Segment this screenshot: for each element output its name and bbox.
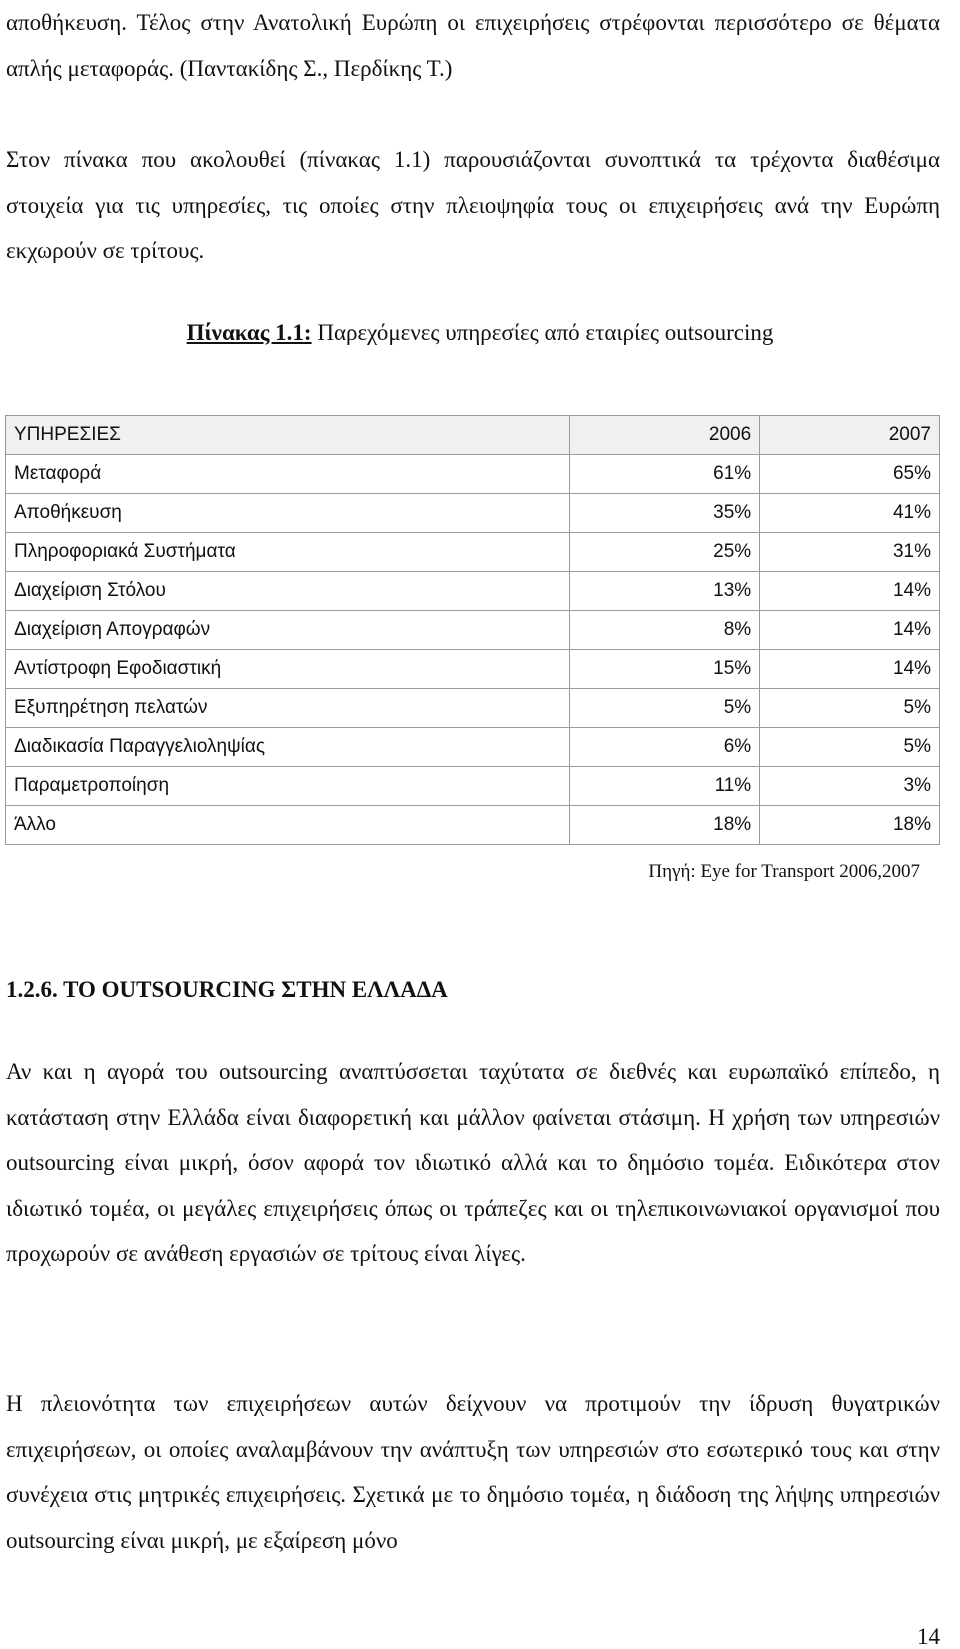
column-header-2007: 2007 bbox=[760, 416, 940, 455]
service-name: Μεταφορά bbox=[6, 455, 570, 494]
value-2006: 13% bbox=[570, 572, 760, 611]
service-name: Διαδικασία Παραγγελιοληψίας bbox=[6, 728, 570, 767]
service-name: Παραμετροποίηση bbox=[6, 767, 570, 806]
page-number: 14 bbox=[917, 1624, 940, 1649]
service-name: Πληροφοριακά Συστήματα bbox=[6, 533, 570, 572]
table-row bbox=[6, 533, 940, 572]
value-2007: 14% bbox=[760, 572, 940, 611]
value-2007: 3% bbox=[760, 767, 940, 806]
table-source-note: Πηγή: Eye for Transport 2006,2007 bbox=[648, 861, 920, 882]
value-2007: 14% bbox=[760, 650, 940, 689]
value-2007: 41% bbox=[760, 494, 940, 533]
service-name: Διαχείριση Στόλου bbox=[6, 572, 570, 611]
value-2007: 14% bbox=[760, 611, 940, 650]
section-heading: 1.2.6. ΤΟ OUTSOURCING ΣΤΗΝ ΕΛΛΑΔΑ bbox=[6, 977, 448, 1002]
table-row bbox=[6, 494, 940, 533]
value-2007: 18% bbox=[760, 806, 940, 845]
value-2006: 11% bbox=[570, 767, 760, 806]
value-2006: 15% bbox=[570, 650, 760, 689]
table-row bbox=[6, 455, 940, 494]
value-2006: 18% bbox=[570, 806, 760, 845]
table-header-row bbox=[6, 416, 940, 455]
column-header-services: ΥΠΗΡΕΣΙΕΣ bbox=[6, 416, 570, 455]
table-caption-label: Πίνακας 1.1 bbox=[186, 320, 304, 345]
paragraph-table-intro: Στον πίνακα που ακολουθεί (πίνακας 1.1) παρουσιάζονται συνοπτικά τα τρέχοντα διαθέσιμα στοιχεία για τις υπηρεσίες, τις οποίες στην πλειοψηφία τους οι επιχειρήσεις ανά την Ευρώπη εκχωρούν σε τρίτους. bbox=[6, 147, 940, 263]
service-name: Διαχείριση Απογραφών bbox=[6, 611, 570, 650]
value-2006: 25% bbox=[570, 533, 760, 572]
service-name: Άλλο bbox=[6, 806, 570, 845]
paragraph-greece-1: Αν και η αγορά του outsourcing αναπτύσσεται ταχύτατα σε διεθνές και ευρωπαϊκό επίπεδο, η κατάσταση στην Ελλάδα είναι διαφορετική και μάλλον φαίνεται στάσιμη. Η χρήση των υπηρεσιών outsourcing είναι μικρή, όσον αφορά τον ιδιωτικό αλλά και το δημόσιο τομέα. Ειδικότερα στον ιδιωτικό τομέα, οι μεγάλες επιχειρήσεις όπως οι τράπεζες και οι τηλεπικοινωνιακοί οργανισμοί που προχωρούν σε ανάθεση εργασιών σε τρίτους είναι λίγες. bbox=[6, 1059, 940, 1266]
value-2006: 6% bbox=[570, 728, 760, 767]
value-2006: 5% bbox=[570, 689, 760, 728]
service-name: Αποθήκευση bbox=[6, 494, 570, 533]
table-row bbox=[6, 767, 940, 806]
table-row bbox=[6, 572, 940, 611]
column-header-2006: 2006 bbox=[570, 416, 760, 455]
table-row bbox=[6, 650, 940, 689]
value-2007: 5% bbox=[760, 689, 940, 728]
table-row bbox=[6, 728, 940, 767]
service-name: Αντίστροφη Εφοδιαστική bbox=[6, 650, 570, 689]
table-row bbox=[6, 611, 940, 650]
table-caption-text: Παρεχόμενες υπηρεσίες από εταιρίες outsourcing bbox=[311, 320, 774, 345]
value-2007: 65% bbox=[760, 455, 940, 494]
value-2007: 5% bbox=[760, 728, 940, 767]
table-caption bbox=[0, 318, 960, 348]
table-row bbox=[6, 689, 940, 728]
value-2006: 61% bbox=[570, 455, 760, 494]
service-name: Εξυπηρέτηση πελατών bbox=[6, 689, 570, 728]
services-table bbox=[5, 415, 940, 845]
table-row bbox=[6, 806, 940, 845]
value-2007: 31% bbox=[760, 533, 940, 572]
paragraph-greece-2: Η πλειονότητα των επιχειρήσεων αυτών δείχνουν να προτιμούν την ίδρυση θυγατρικών επιχειρήσεων, οι οποίες αναλαμβάνουν την ανάπτυξη των υπηρεσιών στο εσωτερικό τους και στην συνέχεια στις μητρικές επιχειρήσεις. Σχετικά με το δημόσιο τομέα, η διάδοση της λήψης υπηρεσιών outsourcing είναι μικρή, με εξαίρεση μόνο bbox=[6, 1391, 940, 1553]
table-caption-separator: : bbox=[303, 320, 312, 345]
paragraph-intro-continuation: αποθήκευση. Τέλος στην Ανατολική Ευρώπη οι επιχειρήσεις στρέφονται περισσότερο σε θέματα απλής μεταφοράς. (Παντακίδης Σ., Περδίκης Τ.) bbox=[6, 10, 940, 81]
value-2006: 35% bbox=[570, 494, 760, 533]
value-2006: 8% bbox=[570, 611, 760, 650]
